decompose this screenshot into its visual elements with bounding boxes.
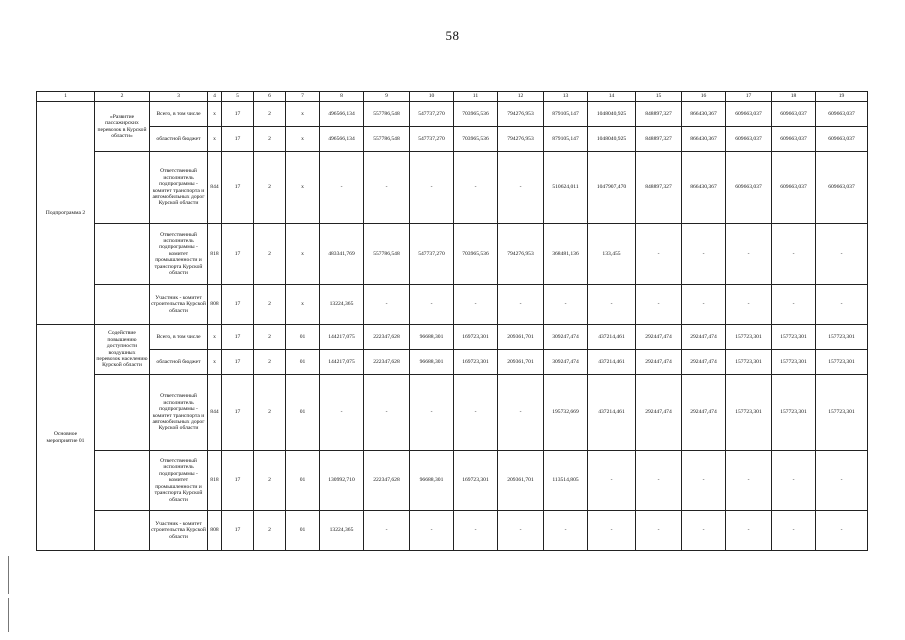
amount-cell: 13224,365 [320, 511, 364, 551]
group-description: «Развитие пассажирских перевозок в Курской области» [95, 102, 150, 152]
column-number: 13 [544, 92, 588, 102]
margin-marks [4, 556, 14, 636]
amount-cell: 557786,548 [364, 224, 410, 285]
row-source-label: Всего, в том числе [150, 325, 208, 350]
table-row [37, 511, 868, 551]
amount-cell: 169723,301 [454, 451, 498, 511]
column-number: 10 [410, 92, 454, 102]
code-cell: 2 [254, 451, 286, 511]
amount-cell: - [772, 285, 816, 325]
group-label: Основное мероприятие 01 [37, 325, 95, 551]
amount-cell: - [410, 152, 454, 224]
row-source-label: областной бюджет [150, 127, 208, 152]
code-cell: 844 [208, 375, 222, 451]
code-cell: 17 [222, 375, 254, 451]
empty-cell [95, 152, 150, 224]
amount-cell: 309247,474 [544, 350, 588, 375]
amount-cell: 609663,037 [772, 102, 816, 127]
row-source-label: областной бюджет [150, 350, 208, 375]
table-row [37, 127, 868, 152]
amount-cell: - [636, 285, 682, 325]
amount-cell: 848897,327 [636, 152, 682, 224]
amount-cell: - [410, 375, 454, 451]
amount-cell: - [364, 511, 410, 551]
code-cell: 17 [222, 285, 254, 325]
amount-cell: - [454, 511, 498, 551]
column-number: 15 [636, 92, 682, 102]
column-number-row [37, 92, 868, 102]
amount-cell: 292447,474 [636, 350, 682, 375]
row-source-label: Ответственный исполнитель подпрограммы - комитет промышленности и транспорта Курской области [150, 224, 208, 285]
amount-cell: 496566,134 [320, 102, 364, 127]
row-source-label: Участник - комитет строительства Курской области [150, 285, 208, 325]
code-cell: х [286, 152, 320, 224]
amount-cell: - [816, 224, 868, 285]
amount-cell: - [682, 224, 726, 285]
code-cell: 17 [222, 127, 254, 152]
amount-cell: - [498, 152, 544, 224]
amount-cell: 96688,301 [410, 350, 454, 375]
amount-cell: - [816, 285, 868, 325]
amount-cell: 368481,136 [544, 224, 588, 285]
code-cell: х [208, 350, 222, 375]
amount-cell: 547737,270 [410, 102, 454, 127]
column-number: 7 [286, 92, 320, 102]
amount-cell: - [498, 375, 544, 451]
column-number: 4 [208, 92, 222, 102]
amount-cell: 547737,270 [410, 224, 454, 285]
code-cell: 2 [254, 152, 286, 224]
amount-cell: - [636, 451, 682, 511]
amount-cell: - [772, 224, 816, 285]
amount-cell: 547737,270 [410, 127, 454, 152]
column-number: 18 [772, 92, 816, 102]
amount-cell: 157723,301 [772, 350, 816, 375]
amount-cell: 113514,805 [544, 451, 588, 511]
amount-cell: 130992,710 [320, 451, 364, 511]
amount-cell: 609663,037 [726, 152, 772, 224]
amount-cell: 157723,301 [816, 350, 868, 375]
amount-cell: - [544, 285, 588, 325]
amount-cell: 510624,011 [544, 152, 588, 224]
row-source-label: Ответственный исполнитель подпрограммы - комитет промышленности и транспорта Курской области [150, 451, 208, 511]
empty-cell [95, 285, 150, 325]
amount-cell: 144217,075 [320, 350, 364, 375]
amount-cell: 866430,367 [682, 102, 726, 127]
amount-cell: 292447,474 [636, 325, 682, 350]
code-cell: 2 [254, 375, 286, 451]
column-number: 12 [498, 92, 544, 102]
empty-cell [95, 451, 150, 511]
code-cell: 818 [208, 224, 222, 285]
table-row [37, 152, 868, 224]
amount-cell: 794276,953 [498, 102, 544, 127]
amount-cell: 557786,548 [364, 127, 410, 152]
amount-cell: 1048040,925 [588, 102, 636, 127]
amount-cell: 169723,301 [454, 350, 498, 375]
amount-cell: - [454, 152, 498, 224]
amount-cell: 157723,301 [772, 325, 816, 350]
row-source-label: Ответственный исполнитель подпрограммы - комитет транспорта и автомобильных дорог Курской области [150, 375, 208, 451]
amount-cell: - [410, 511, 454, 551]
amount-cell: 209361,701 [498, 325, 544, 350]
column-number: 14 [588, 92, 636, 102]
amount-cell: 144217,075 [320, 325, 364, 350]
amount-cell: 157723,301 [816, 325, 868, 350]
page-number: 58 [445, 28, 460, 43]
amount-cell: 437214,461 [588, 350, 636, 375]
table-row [37, 451, 868, 511]
column-number: 9 [364, 92, 410, 102]
code-cell: 01 [286, 325, 320, 350]
column-number: 1 [37, 92, 95, 102]
amount-cell: 222347,628 [364, 451, 410, 511]
amount-cell: 96688,301 [410, 325, 454, 350]
amount-cell: - [726, 451, 772, 511]
amount-cell: 309247,474 [544, 325, 588, 350]
amount-cell: 794276,953 [498, 224, 544, 285]
column-number: 5 [222, 92, 254, 102]
amount-cell: 222347,628 [364, 350, 410, 375]
amount-cell: 703965,536 [454, 224, 498, 285]
amount-cell: - [588, 451, 636, 511]
amount-cell: 609663,037 [816, 127, 868, 152]
amount-cell: 157723,301 [726, 325, 772, 350]
amount-cell: - [772, 511, 816, 551]
amount-cell: 222347,628 [364, 325, 410, 350]
amount-cell: 848897,327 [636, 127, 682, 152]
amount-cell: - [588, 285, 636, 325]
amount-cell: 609663,037 [816, 152, 868, 224]
amount-cell: 292447,474 [682, 350, 726, 375]
amount-cell: 879105,147 [544, 102, 588, 127]
code-cell: 01 [286, 511, 320, 551]
code-cell: 01 [286, 451, 320, 511]
amount-cell: 496566,134 [320, 127, 364, 152]
amount-cell: 292447,474 [682, 325, 726, 350]
code-cell: 2 [254, 285, 286, 325]
amount-cell: 794276,953 [498, 127, 544, 152]
amount-cell: 609663,037 [772, 152, 816, 224]
amount-cell: 609663,037 [772, 127, 816, 152]
amount-cell: - [726, 285, 772, 325]
amount-cell: 557786,548 [364, 102, 410, 127]
code-cell: 2 [254, 127, 286, 152]
code-cell: х [208, 325, 222, 350]
column-number: 19 [816, 92, 868, 102]
column-number: 6 [254, 92, 286, 102]
table-row [37, 375, 868, 451]
amount-cell: 703965,536 [454, 102, 498, 127]
amount-cell: - [682, 451, 726, 511]
amount-cell: - [726, 224, 772, 285]
code-cell: 17 [222, 224, 254, 285]
amount-cell: - [772, 451, 816, 511]
amount-cell: - [498, 285, 544, 325]
amount-cell: 609663,037 [816, 102, 868, 127]
code-cell: 17 [222, 102, 254, 127]
amount-cell: 866430,367 [682, 152, 726, 224]
amount-cell: 133,455 [588, 224, 636, 285]
amount-cell: 96688,301 [410, 451, 454, 511]
amount-cell: 292447,474 [636, 375, 682, 451]
code-cell: 17 [222, 152, 254, 224]
amount-cell: 157723,301 [726, 375, 772, 451]
amount-cell: 1047907,470 [588, 152, 636, 224]
code-cell: х [208, 102, 222, 127]
code-cell: 808 [208, 285, 222, 325]
code-cell: 808 [208, 511, 222, 551]
table-row [37, 285, 868, 325]
empty-cell [95, 511, 150, 551]
amount-cell: 195732,669 [544, 375, 588, 451]
column-number: 11 [454, 92, 498, 102]
amount-cell: - [320, 375, 364, 451]
amount-cell: 1048040,925 [588, 127, 636, 152]
table-body [37, 92, 868, 551]
amount-cell: 292447,474 [682, 375, 726, 451]
amount-cell: - [544, 511, 588, 551]
code-cell: 17 [222, 451, 254, 511]
amount-cell: - [364, 375, 410, 451]
code-cell: 844 [208, 152, 222, 224]
amount-cell: 157723,301 [726, 350, 772, 375]
amount-cell: - [454, 285, 498, 325]
amount-cell: 437214,461 [588, 375, 636, 451]
amount-cell: 437214,461 [588, 325, 636, 350]
code-cell: х [286, 285, 320, 325]
code-cell: 818 [208, 451, 222, 511]
amount-cell: 703965,536 [454, 127, 498, 152]
amount-cell: - [636, 224, 682, 285]
column-number: 2 [95, 92, 150, 102]
code-cell: 01 [286, 375, 320, 451]
amount-cell: 483341,769 [320, 224, 364, 285]
amount-cell: 866430,367 [682, 127, 726, 152]
table-row [37, 224, 868, 285]
amount-cell: 848897,327 [636, 102, 682, 127]
row-source-label: Ответственный исполнитель подпрограммы - комитет транспорта и автомобильных дорог Курской области [150, 152, 208, 224]
code-cell: х [286, 102, 320, 127]
column-number: 17 [726, 92, 772, 102]
code-cell: 17 [222, 511, 254, 551]
amount-cell: - [636, 511, 682, 551]
amount-cell: 169723,301 [454, 325, 498, 350]
amount-cell: - [816, 451, 868, 511]
amount-cell: - [364, 152, 410, 224]
amount-cell: 879105,147 [544, 127, 588, 152]
amount-cell: - [816, 511, 868, 551]
table-row [37, 102, 868, 127]
code-cell: 2 [254, 102, 286, 127]
amount-cell: 157723,301 [772, 375, 816, 451]
empty-cell [95, 224, 150, 285]
code-cell: 2 [254, 325, 286, 350]
table-row [37, 350, 868, 375]
amount-cell: - [726, 511, 772, 551]
amount-cell: - [682, 285, 726, 325]
budget-table [36, 91, 868, 551]
code-cell: 01 [286, 350, 320, 375]
amount-cell: - [454, 375, 498, 451]
code-cell: х [208, 127, 222, 152]
row-source-label: Участник - комитет строительства Курской области [150, 511, 208, 551]
code-cell: 2 [254, 224, 286, 285]
empty-cell [95, 375, 150, 451]
code-cell: х [286, 224, 320, 285]
column-number: 3 [150, 92, 208, 102]
amount-cell: 209361,701 [498, 350, 544, 375]
group-description: Содействие повышению доступности воздушных перевозок населению Курской области [95, 325, 150, 375]
column-number: 16 [682, 92, 726, 102]
margin-line [8, 598, 9, 632]
amount-cell: - [410, 285, 454, 325]
code-cell: 2 [254, 511, 286, 551]
amount-cell: 609663,037 [726, 127, 772, 152]
code-cell: 17 [222, 350, 254, 375]
amount-cell: 13224,365 [320, 285, 364, 325]
amount-cell: - [364, 285, 410, 325]
amount-cell: 609663,037 [726, 102, 772, 127]
amount-cell: 157723,301 [816, 375, 868, 451]
amount-cell: - [682, 511, 726, 551]
amount-cell: 209361,701 [498, 451, 544, 511]
code-cell: 2 [254, 350, 286, 375]
margin-line [8, 556, 9, 594]
row-source-label: Всего, в том числе [150, 102, 208, 127]
code-cell: х [286, 127, 320, 152]
amount-cell: - [588, 511, 636, 551]
group-label: Подпрограмма 2 [37, 102, 95, 325]
column-number: 8 [320, 92, 364, 102]
table-row [37, 325, 868, 350]
amount-cell: - [498, 511, 544, 551]
code-cell: 17 [222, 325, 254, 350]
amount-cell: - [320, 152, 364, 224]
